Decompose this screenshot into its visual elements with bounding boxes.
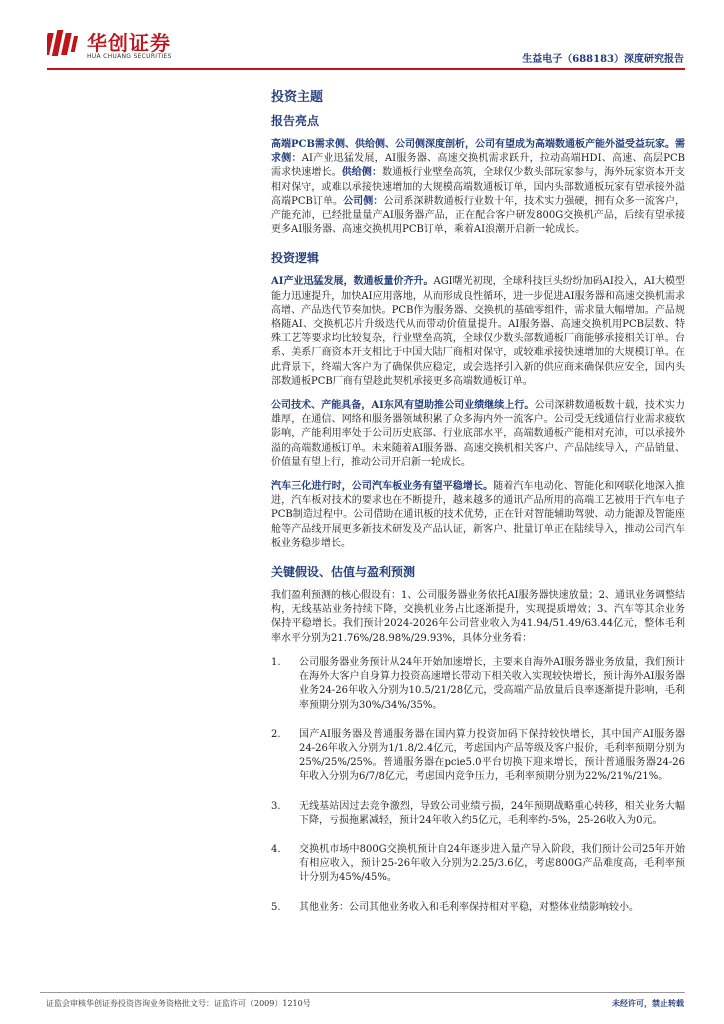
- header-divider: [47, 68, 685, 70]
- bold-text: 公司侧：: [343, 195, 384, 207]
- list-number: 4.: [271, 843, 281, 855]
- logo-chinese-text: 华创证券: [87, 31, 171, 55]
- list-number: 5.: [271, 901, 281, 913]
- body-text: 公司系深耕数通板行业数十年，技术实力强硬，拥有众多一流客户，产能充沛，已经批量量产AI服务器产品，正在配合客户研发800G交换机产品，后续有望承接更多AI服务器、高速交换机用PCB订单，乘着AI浪潮开启新一轮成长。: [271, 195, 685, 236]
- body-text: 我们盈利预测的核心假设有：1、公司服务器业务依托AI服务器快速放量；2、通讯业务调整结构，无线基站业务持续下降，交换机业务占比逐渐提升，实现提质增效；3、汽车等其余业务保持平稳增长。我们预计2024-2026年公司营业收入为41.94/51.49/63.44亿元，整体毛利率水平分别为21.76%/28.98%/29.93%，具体分业务看：: [271, 590, 685, 644]
- list-number: 2.: [271, 728, 281, 740]
- bold-text: 汽车三化进行时，公司汽车板业务有望平稳增长。: [271, 481, 494, 493]
- list-item: [271, 800, 685, 828]
- section-heading-highlights: 报告亮点: [271, 114, 320, 128]
- list-item: [271, 728, 685, 785]
- logo-mark-icon: [47, 27, 81, 61]
- page-title: 投资主题: [271, 90, 324, 105]
- list-item: [271, 901, 685, 915]
- list-text: 国产AI服务器及普通服务器在国内算力投资加码下保持较快增长，其中国产AI服务器24-26年收入分别为1/1.8/2.4亿元，考虑国内产品等级及客户报价，毛利率预期分别为25%/25%/25%。普通服务器在pcie5.0平台切换下迎来增长，预计普通服务器24-26年收入分别为6/7/8亿元，考虑国内竞争压力，毛利率预期分别为22%/21%/21%。: [299, 728, 685, 783]
- paragraph-ai-industry: [271, 275, 685, 389]
- logo-english-text: HUA CHUANG SECURITIES: [87, 53, 172, 60]
- body-text: AI产业迅猛发展，AI服务器、高速交换机需求跃升，拉动高端HDI、高速、高层PCB需求快速增长。: [271, 153, 685, 179]
- footer-divider: [40, 992, 685, 993]
- report-title-tag: 生益电子（688183）深度研究报告: [522, 54, 684, 65]
- bold-text: 供给侧：: [341, 167, 383, 179]
- list-text: 其他业务：公司其他业务收入和毛利率保持相对平稳，对整体业绩影响较小。: [299, 901, 639, 913]
- forecast-list: [271, 656, 685, 915]
- paragraph-auto: [271, 480, 685, 551]
- list-text: 交换机市场中800G交换机预计自24年逐步进入量产导入阶段，我们预计公司25年开始有相应收入，预计25-26年收入分别为2.25/3.6亿，考虑800G产品难度高，毛利率预计分别为45%/45%。: [299, 843, 685, 884]
- company-logo: [47, 27, 187, 71]
- footer-license: 证监会审核华创证券投资咨询业务资格批文号：证监许可（2009）1210号: [46, 999, 311, 1008]
- body-text: AGI曙光初现，全球科技巨头纷纷加码AI投入，AI大模型能力迅速提升，加快AI应用落地，从而形成良性循环，进一步促进AI服务器和高速交换机需求高增、产品迭代节奏加快。PCB作为服务器、交换机的基础零组件，需求量大幅增加。产品规格随AI、交换机芯片升级迭代从而带动价值量提升。AI服务器、高速交换机用PCB层数、特殊工艺等要求均比较复杂，行业壁垒高筑，全球仅少数头部数通板厂商能够承接相关订单。台系、美系厂商资本开支相比于中国大陆厂商相对保守，或较难承接快速增加的大规模订单。在此背景下，终端大客户为了确保供应稳定，或会选择引入新的供应商来确保供应安全，国内头部数通板PCB厂商有望趁此契机承接更多高端数通板订单。: [271, 276, 686, 387]
- list-number: 1.: [271, 656, 281, 668]
- bold-text: 高端PCB需求侧、供给侧、公司侧深度剖析，公司有望成为高端数通板产能外溢受益玩家。需求侧：: [271, 139, 685, 165]
- list-item: [271, 656, 685, 713]
- bold-text: 公司技术、产能具备，AI东风有望助推公司业绩继续上行。: [271, 400, 535, 412]
- bold-text: AI产业迅猛发展，数通板量价齐升。: [271, 276, 434, 288]
- paragraph-company-tech: [271, 399, 685, 470]
- list-text: 公司服务器业务预计从24年开始加速增长，主要来自海外AI服务器业务放量，我们预计在海外大客户自身算力投资高速增长带动下相关收入实现较快增长，预计海外AI服务器业务24-26年收入分别为10.5/21/28亿元，受高端产品放量后良率逐渐提升影响，毛利率预期分别为30%/34%/35%。: [299, 656, 685, 711]
- section-heading-assumptions: 关键假设、估值与盈利预测: [271, 565, 416, 580]
- paragraph-assumptions: [271, 589, 685, 646]
- section-heading-logic: 投资逻辑: [271, 251, 320, 266]
- list-number: 3.: [271, 800, 281, 812]
- body-text: 随着汽车电动化、智能化和网联化地深入推进，汽车板对技术的要求也在不断提升，越来越多的通讯产品所用的高端工艺被用于汽车电子PCB制造过程中。公司借助在通讯板的技术优势，正在针对智能辅助驾驶、动力能源及智能座舱等产品线开展更多新技术研发及产品认证，新客户、批量订单正在陆续导入，推动公司汽车板业务稳步增长。: [271, 481, 686, 549]
- list-text: 无线基站因过去竞争激烈，导致公司业绩亏损，24年预期战略重心转移，相关业务大幅下降，亏损拖累减轻，预计24年收入约5亿元，毛利率约-5%，25-26收入为0元。: [299, 800, 685, 826]
- paragraph-highlights: [271, 138, 685, 237]
- body-text: 数通板行业壁垒高筑，全球仅少数头部玩家参与，海外玩家资本开支相对保守，或难以承接快速增加的大规模高端数通板订单，国内头部数通板玩家有望承接外溢高端PCB订单。: [271, 167, 686, 207]
- footer-copyright: 未经许可，禁止转载: [612, 998, 684, 1008]
- body-text: 公司深耕数通板数十载，技术实力雄厚，在通信、网络和服务器领域积累了众多海内外一流客户。公司受无线通信行业需求疲软影响，产能利用率处于公司历史底部、行业底部水平，高端数通板产能相对充沛，可以承接外溢的高端数通板订单。未来随着AI服务器、高速交换机相关客户、产品陆续导入，产品销量、价值量有望上行，推动公司开启新一轮成长。: [271, 400, 685, 468]
- list-item: [271, 843, 685, 886]
- main-content: [271, 88, 685, 930]
- page-header: [0, 0, 724, 72]
